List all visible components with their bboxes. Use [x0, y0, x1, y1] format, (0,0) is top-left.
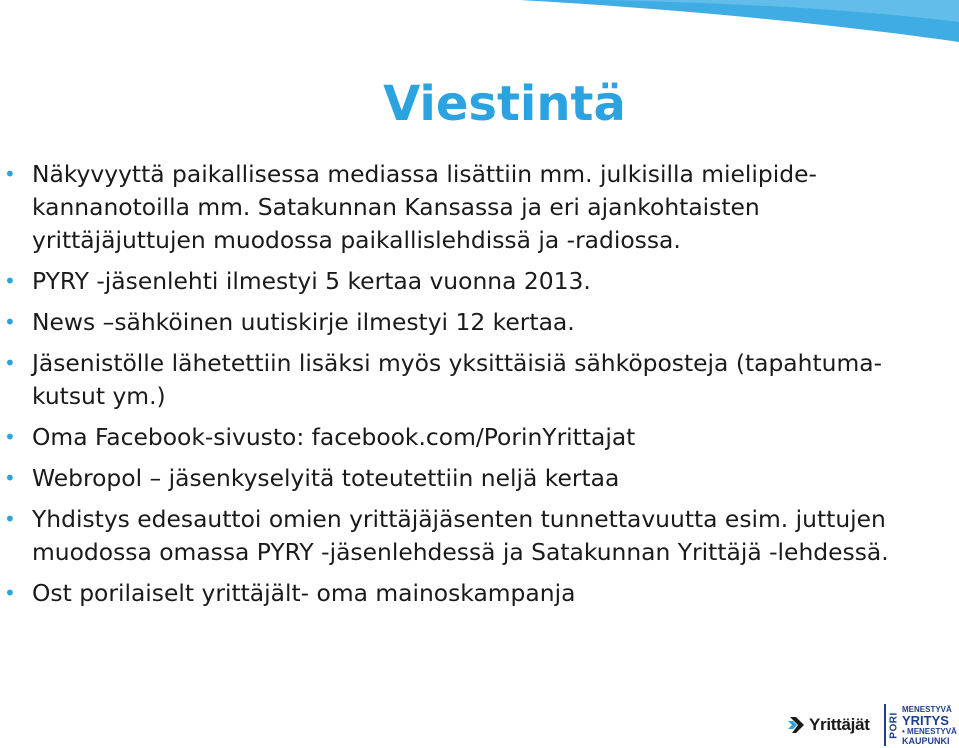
pori-line-1: MENESTYVÄ	[902, 705, 952, 714]
bullet-item	[0, 577, 930, 610]
bullet-icon: •	[4, 310, 16, 334]
yrittajat-arrow-icon	[786, 715, 806, 735]
footer-logos	[786, 704, 956, 746]
header-swoosh	[0, 0, 959, 60]
bullet-text: PYRY -jäsenlehti ilmestyi 5 kertaa vuonna 2013.	[32, 267, 591, 295]
bullet-list	[0, 158, 930, 618]
pori-line-3: • MENESTYVÄ	[902, 727, 957, 736]
bullet-item	[0, 265, 930, 298]
bullet-item	[0, 503, 930, 569]
bullet-item	[0, 347, 930, 413]
bullet-item	[0, 462, 930, 495]
bullet-item	[0, 306, 930, 339]
bullet-text: Oma Facebook-sivusto: facebook.com/PorinYrittajat	[32, 423, 636, 451]
bullet-item	[0, 421, 930, 454]
bullet-item	[0, 158, 930, 257]
bullet-text: Ost porilaiselt yrittäjält- oma mainoskampanja	[32, 579, 576, 607]
bullet-text: Yhdistys edesauttoi omien yrittäjäjäsenten tunnettavuutta esim. juttujen muodossa omassa PYRY -jäsenlehdessä ja Satakunnan Yrittäjä -lehdessä.	[32, 505, 889, 566]
bullet-icon: •	[4, 269, 16, 293]
pori-line-4: KAUPUNKI	[902, 736, 950, 746]
bullet-text: Webropol – jäsenkyselyitä toteutettiin neljä kertaa	[32, 464, 620, 492]
pori-logo	[884, 704, 956, 746]
bullet-text: News –sähköinen uutiskirje ilmestyi 12 kertaa.	[32, 308, 575, 336]
pori-line-2: YRITYS	[902, 713, 949, 728]
bullet-text: Jäsenistölle lähetettiin lisäksi myös yksittäisiä sähköposteja (tapahtuma-kutsut ym.)	[32, 349, 883, 410]
bullet-text: Näkyvyyttä paikallisessa mediassa lisättiin mm. julkisilla mielipide-kannanotoilla mm. Satakunnan Kansassa ja eri ajankohtaisten yrittäjäjuttujen muodossa paikallislehdissä ja -radiossa.	[32, 160, 817, 254]
bullet-icon: •	[4, 425, 16, 449]
yrittajat-logo	[786, 710, 870, 740]
bullet-icon: •	[4, 162, 16, 186]
bullet-icon: •	[4, 581, 16, 605]
yrittajat-logo-text: Yrittäjät	[809, 715, 870, 734]
pori-vertical-text: PORI	[888, 711, 900, 739]
bullet-icon: •	[4, 507, 16, 531]
bullet-icon: •	[4, 351, 16, 375]
slide-title: Viestintä	[383, 76, 626, 132]
bullet-icon: •	[4, 466, 16, 490]
